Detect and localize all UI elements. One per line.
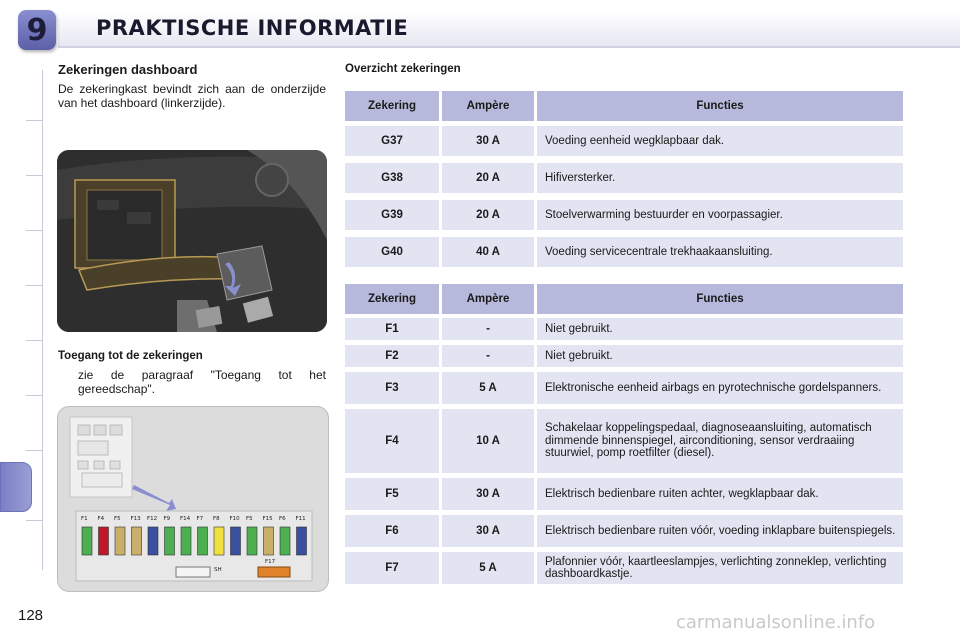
fuse-f14 [181, 527, 191, 555]
access-instruction [58, 368, 326, 396]
dashboard-illustration [57, 150, 327, 332]
fuse-label: F14 [180, 516, 191, 522]
table-row [345, 515, 903, 547]
fuse-id-cell: G40 [345, 237, 439, 267]
table-row [345, 552, 903, 584]
tab-divider [26, 450, 42, 451]
page-number: 128 [18, 607, 44, 624]
overview-title: Overzicht zekeringen [345, 63, 461, 75]
function-cell: Stoelverwarming bestuurder en voorpassagier. [537, 200, 903, 230]
fuse-f9 [165, 527, 175, 555]
fuse-id-cell: F5 [345, 478, 439, 510]
function-cell: Schakelaar koppelingspedaal, diagnoseaansluiting, automatisch dimmende binnenspiegel, airconditioning, sensor verdraaiing stuurwiel, pomp roetfilter (diesel). [537, 409, 903, 473]
table-row [345, 478, 903, 510]
tab-divider [26, 520, 42, 521]
function-cell: Elektrisch bedienbare ruiten vóór, voeding inklapbare buitenspiegels. [537, 515, 903, 547]
fuse-label: F15 [262, 516, 273, 522]
fuse-id-cell: F1 [345, 318, 439, 340]
function-cell: Hifiversterker. [537, 163, 903, 193]
shunt-label: SH [214, 567, 222, 573]
table-row [345, 163, 903, 193]
chapter-tab-strip [0, 0, 48, 640]
fuse-id-cell: F4 [345, 409, 439, 473]
col-header-functies: Functies [537, 91, 903, 121]
table-header-row [345, 284, 903, 314]
table-row [345, 345, 903, 367]
fuse-f17-label: F17 [265, 559, 276, 565]
access-instruction-text: zie de paragraaf "Toegang tot het gereedschap". [78, 368, 326, 396]
fuse-label: F6 [279, 516, 286, 522]
fuse-label: F7 [196, 516, 204, 522]
fuse-label: F10 [229, 516, 240, 522]
fuse-layout-diagram [57, 406, 329, 592]
ampere-cell: 20 A [442, 163, 534, 193]
tab-strip-line [32, 70, 43, 570]
table-row [345, 372, 903, 404]
fuse-label: F1 [81, 516, 88, 522]
fuse-id-cell: F3 [345, 372, 439, 404]
tab-divider [26, 395, 42, 396]
fuse-id-cell: F7 [345, 552, 439, 584]
header-rule [58, 46, 960, 48]
table-row [345, 126, 903, 156]
fuse-f1 [82, 527, 92, 555]
ampere-cell: 10 A [442, 409, 534, 473]
table-row [345, 237, 903, 267]
ampere-cell: 30 A [442, 515, 534, 547]
tab-divider [26, 230, 42, 231]
ampere-cell: 30 A [442, 126, 534, 156]
tab-divider [26, 120, 42, 121]
function-cell: Voeding eenheid wegklapbaar dak. [537, 126, 903, 156]
fuse-f8 [214, 527, 224, 555]
tab-divider [26, 175, 42, 176]
dashboard-fusebox-photo [57, 150, 327, 332]
ampere-cell: 40 A [442, 237, 534, 267]
access-title: Toegang tot de zekeringen [58, 350, 203, 362]
fuse-label: F12 [147, 516, 158, 522]
fuse-f5 [115, 527, 125, 555]
fuse-f6 [280, 527, 290, 555]
fuse-f11 [297, 527, 307, 555]
fuse-f13 [132, 527, 142, 555]
fuse-f10 [231, 527, 241, 555]
ampere-cell: 20 A [442, 200, 534, 230]
fuse-id-cell: G38 [345, 163, 439, 193]
tab-divider [26, 285, 42, 286]
table-row [345, 318, 903, 340]
active-chapter-tab[interactable] [0, 462, 32, 512]
fuse-id-cell: F2 [345, 345, 439, 367]
chapter-badge: 9 [18, 10, 56, 50]
function-cell: Elektronische eenheid airbags en pyrotechnische gordelspanners. [537, 372, 903, 404]
page-title: PRAKTISCHE INFORMATIE [96, 16, 409, 40]
fuse-id-cell: G37 [345, 126, 439, 156]
fuse-f7 [198, 527, 208, 555]
table-header-row [345, 91, 903, 121]
function-cell: Voeding servicecentrale trekhaakaansluiting. [537, 237, 903, 267]
fuse-label: F5 [114, 516, 121, 522]
fuse-label: F8 [213, 516, 220, 522]
fuse-f12 [148, 527, 158, 555]
ampere-cell: 30 A [442, 478, 534, 510]
fusebox-overview-illustration [58, 407, 328, 591]
function-cell: Niet gebruikt. [537, 345, 903, 367]
fuse-label: F4 [97, 516, 105, 522]
section-title: Zekeringen dashboard [58, 62, 198, 77]
ampere-cell: 5 A [442, 552, 534, 584]
fuse-id-cell: G39 [345, 200, 439, 230]
fuse-f5 [247, 527, 257, 555]
col-header-ampere: Ampère [442, 284, 534, 314]
watermark: carmanualsonline.info [676, 612, 876, 633]
col-header-functies: Functies [537, 284, 903, 314]
table-row [345, 200, 903, 230]
col-header-ampere: Ampère [442, 91, 534, 121]
fuse-label: F5 [246, 516, 253, 522]
function-cell: Niet gebruikt. [537, 318, 903, 340]
fuse-label: F9 [163, 516, 171, 522]
function-cell: Elektrisch bedienbare ruiten achter, wegklapbaar dak. [537, 478, 903, 510]
intro-text: De zekeringkast bevindt zich aan de onderzijde van het dashboard (linkerzijde). [58, 82, 326, 110]
ampere-cell: 5 A [442, 372, 534, 404]
tab-divider [26, 340, 42, 341]
fuse-f4 [99, 527, 109, 555]
col-header-zekering: Zekering [345, 91, 439, 121]
table-row [345, 409, 903, 473]
fuse-label: F13 [130, 516, 141, 522]
col-header-zekering: Zekering [345, 284, 439, 314]
function-cell: Plafonnier vóór, kaartleeslampjes, verlichting zonneklep, verlichting dashboardkastje. [537, 552, 903, 584]
ampere-cell: - [442, 345, 534, 367]
fuse-id-cell: F6 [345, 515, 439, 547]
fuse-label: F11 [295, 516, 306, 522]
ampere-cell: - [442, 318, 534, 340]
fuse-f15 [264, 527, 274, 555]
